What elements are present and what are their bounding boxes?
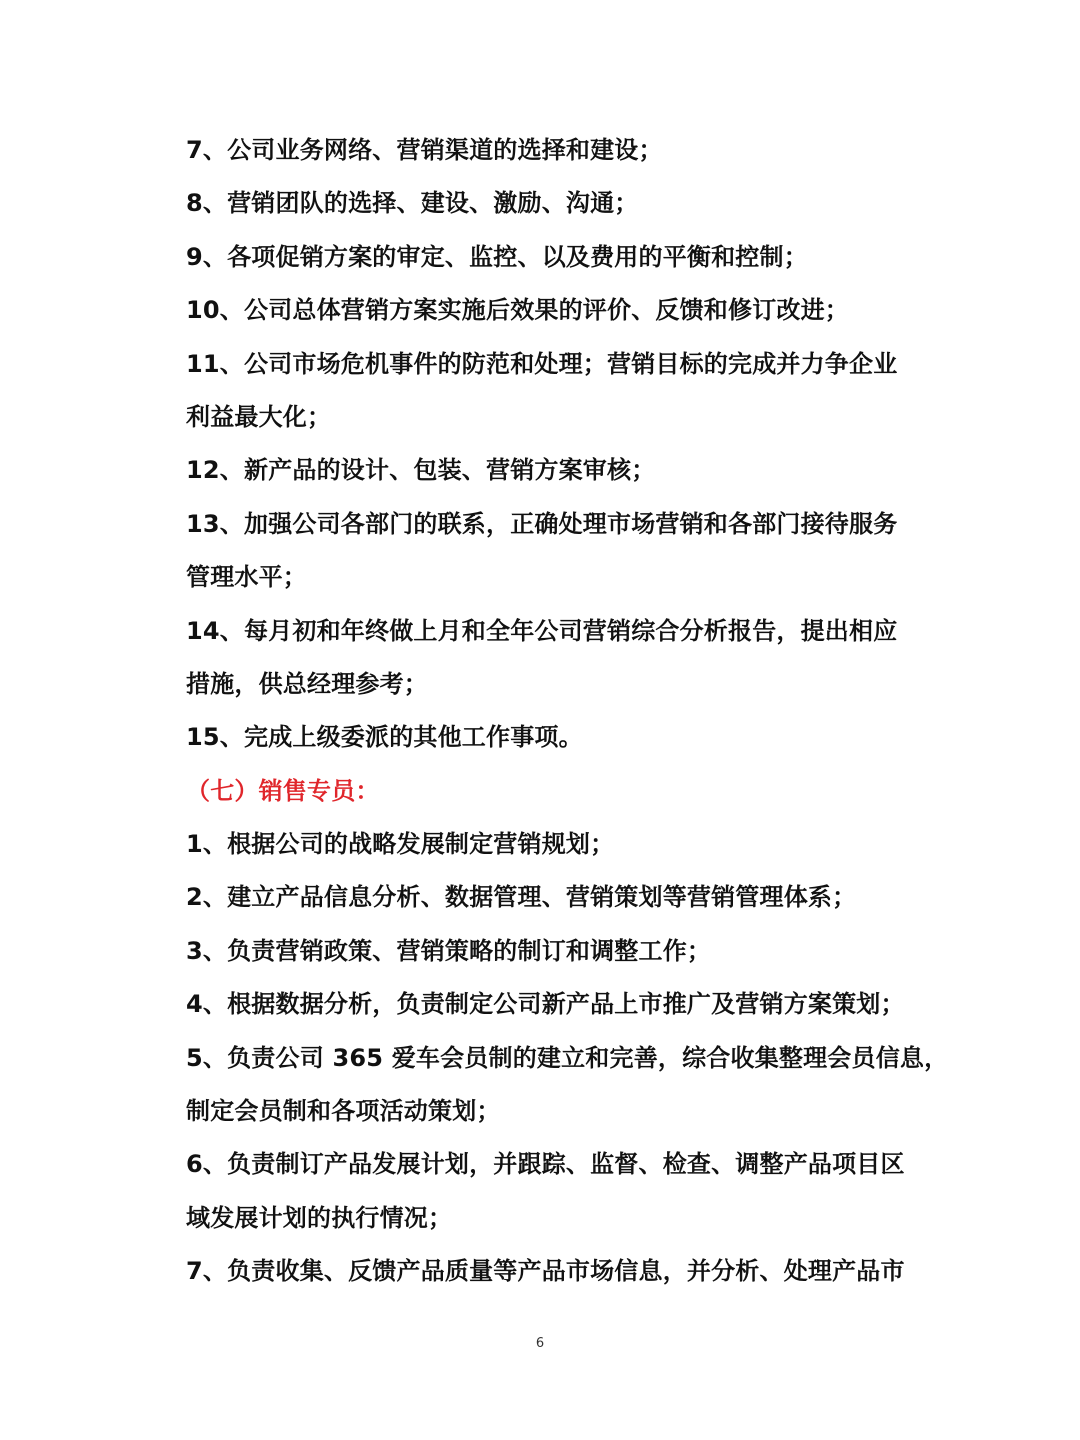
list-item-13-continued: 管理水平； bbox=[186, 563, 307, 592]
sales-item-6: 6、负责制订产品发展计划，并跟踪、监督、检查、调整产品项目区 bbox=[186, 1150, 905, 1179]
sales-item-7: 7、负责收集、反馈产品质量等产品市场信息，并分析、处理产品市 bbox=[186, 1257, 905, 1286]
sales-item-6-continued: 域发展计划的执行情况； bbox=[186, 1203, 453, 1232]
list-item-13: 13、加强公司各部门的联系，正确处理市场营销和各部门接待服务 bbox=[186, 509, 898, 538]
sales-item-5: 5、负责公司 365 爱车会员制的建立和完善，综合收集整理会员信息， bbox=[186, 1043, 949, 1072]
list-item-14: 14、每月初和年终做上月和全年公司营销综合分析报告，提出相应 bbox=[186, 616, 898, 645]
list-item-11: 11、公司市场危机事件的防范和处理；营销目标的完成并力争企业 bbox=[186, 349, 898, 378]
sales-item-2: 2、建立产品信息分析、数据管理、营销策划等营销管理体系； bbox=[186, 883, 857, 912]
sales-item-4: 4、根据数据分析，负责制定公司新产品上市推广及营销方案策划； bbox=[186, 990, 905, 1019]
list-item-9: 9、各项促销方案的审定、监控、以及费用的平衡和控制； bbox=[186, 242, 808, 271]
list-item-15: 15、完成上级委派的其他工作事项。 bbox=[186, 723, 583, 752]
sales-item-1: 1、根据公司的战略发展制定营销规划； bbox=[186, 830, 615, 859]
page-number: 6 bbox=[535, 1336, 545, 1351]
section-heading-sales-specialist: （七）销售专员： bbox=[186, 776, 380, 805]
sales-item-5-continued: 制定会员制和各项活动策划； bbox=[186, 1097, 501, 1126]
document-body bbox=[186, 124, 949, 1299]
list-item-14-continued: 措施，供总经理参考； bbox=[186, 669, 428, 698]
list-item-8: 8、营销团队的选择、建设、激励、沟通； bbox=[186, 189, 639, 218]
list-item-12: 12、新产品的设计、包装、营销方案审核； bbox=[186, 456, 656, 485]
list-item-11-continued: 利益最大化； bbox=[186, 402, 332, 431]
list-item-10: 10、公司总体营销方案实施后效果的评价、反馈和修订改进； bbox=[186, 296, 849, 325]
sales-item-3: 3、负责营销政策、营销策略的制订和调整工作； bbox=[186, 936, 712, 965]
list-item-7: 7、公司业务网络、营销渠道的选择和建设； bbox=[186, 136, 663, 164]
